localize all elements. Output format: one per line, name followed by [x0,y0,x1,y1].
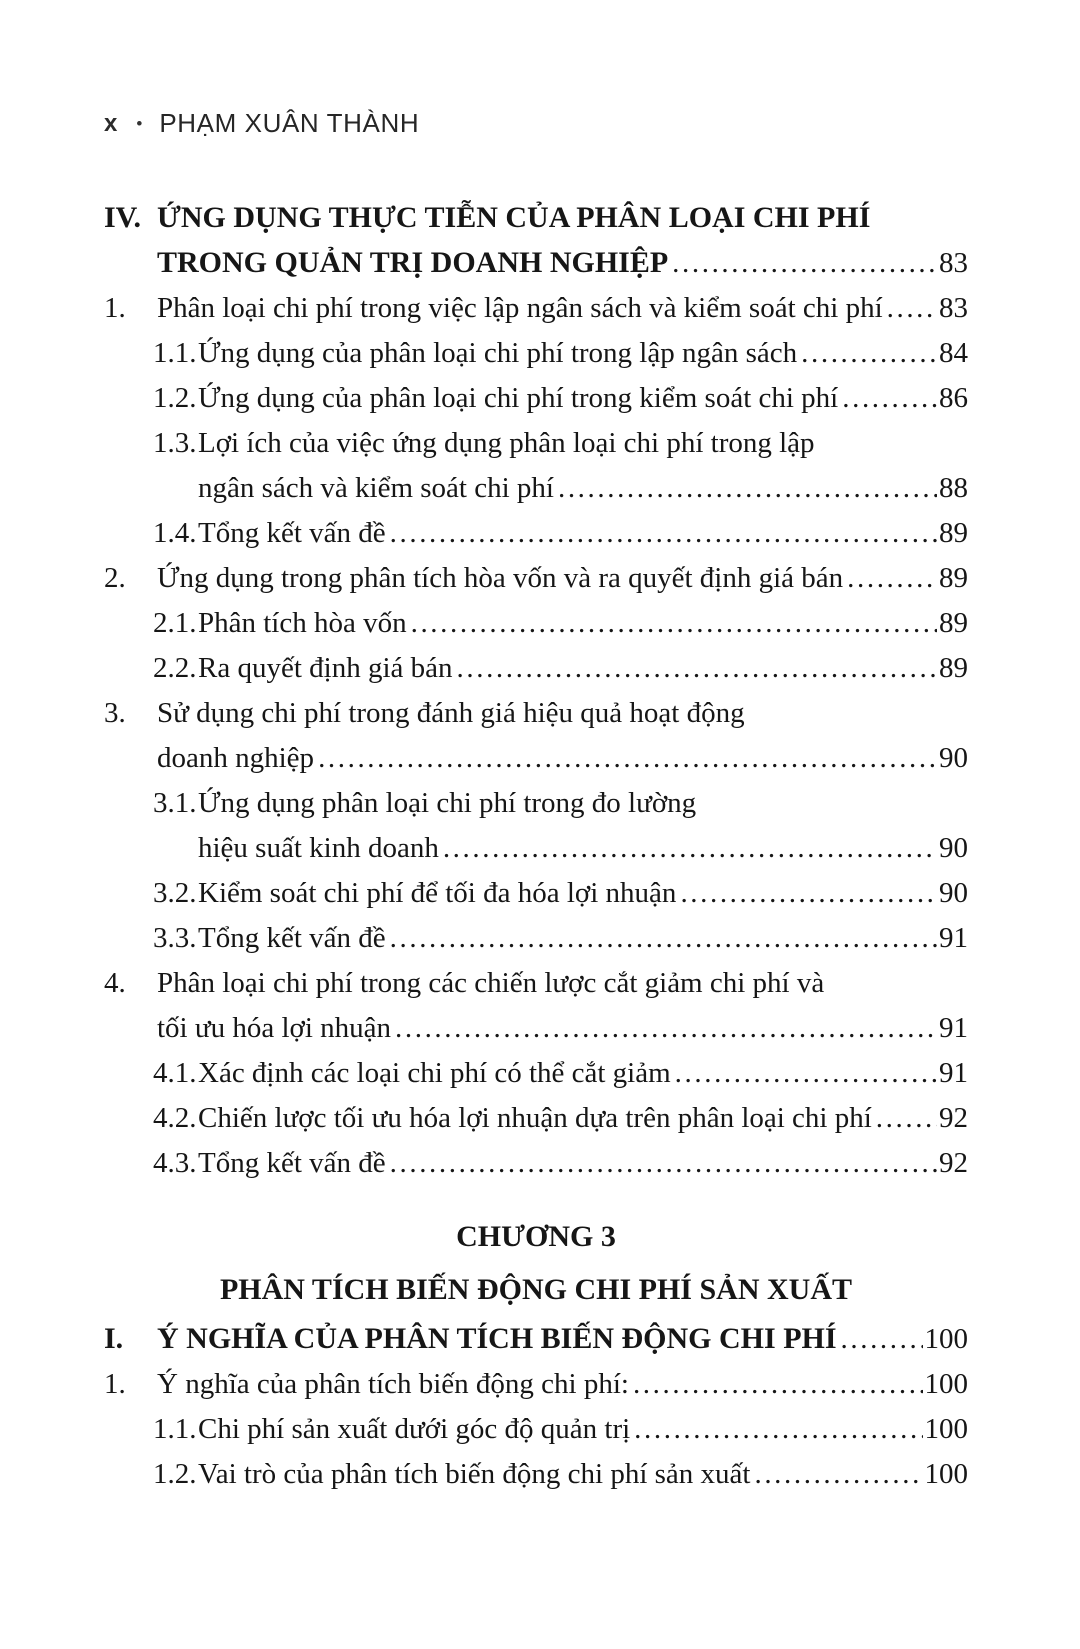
toc-entry-body [198,1096,968,1141]
toc-entry-title: Ứng dụng phân loại chi phí trong đo lường [198,787,697,819]
toc-entry-number: 2.2. [153,652,197,684]
dot-leader [390,511,937,556]
toc-entry-body [198,781,968,871]
toc-entry-body [198,1452,968,1497]
toc-entry-number: 2. [104,562,126,594]
toc-entry-title: Tổng kết vấn đề [198,517,386,549]
toc-entry-line [157,1362,968,1407]
toc-entry-page-number: 89 [939,517,968,549]
toc-entry-page-number: 84 [939,337,968,369]
toc-entry-number: 3.2. [153,877,197,909]
toc-entry-title: Phân loại chi phí trong các chiến lược cắt giảm chi phí và [157,967,825,999]
toc-entry-line [157,691,968,736]
toc-entry-title: tối ưu hóa lợi nhuận [157,1012,392,1044]
toc-entry [104,421,968,511]
toc-entry-number: 1.4. [153,517,197,549]
toc-entry-line [198,466,968,511]
dot-leader [443,826,937,871]
toc-entry-number: 2.1. [153,607,197,639]
dot-leader [887,286,937,331]
toc-entry-line [198,1407,968,1452]
toc-entry-number: 4.1. [153,1057,197,1089]
toc-entry-title: hiệu suất kinh doanh [198,832,439,864]
dot-leader [411,601,937,646]
toc-entry-page-number: 100 [924,1413,968,1445]
toc-entry-page-number: 86 [939,382,968,414]
toc-section-i [104,1316,968,1497]
toc-entry-number: 4. [104,967,126,999]
toc-entry-line [198,376,968,421]
toc-entry-title: Vai trò của phân tích biến động chi phí sản xuất [198,1458,751,1490]
toc-entry [104,1096,968,1141]
toc-entry-line [198,1051,968,1096]
toc-entry [104,1051,968,1096]
toc-entry-body [198,511,968,556]
toc-entry-title: Ứng dụng của phân loại chi phí trong lập ngân sách [198,337,798,369]
chapter-heading [104,1210,968,1316]
toc-entry [104,286,968,331]
dot-leader [390,916,937,961]
toc-entry [104,646,968,691]
toc-entry-line [198,916,968,961]
toc-entry-number: 1.3. [153,427,197,459]
toc-entry-title: Xác định các loại chi phí có thể cắt giảm [198,1057,671,1089]
dot-leader [680,871,937,916]
toc-entry-number: 1. [104,292,126,324]
toc-entry-body [157,1362,968,1407]
toc-entry-body [157,961,968,1051]
toc-entry-number: 1.2. [153,382,197,414]
author-name: PHẠM XUÂN THÀNH [159,108,420,138]
dot-leader [801,331,937,376]
toc-entry-number: 4.2. [153,1102,197,1134]
toc-entry-title: Phân loại chi phí trong việc lập ngân sách và kiểm soát chi phí [157,292,883,324]
dot-leader [672,241,937,286]
chapter-title: PHÂN TÍCH BIẾN ĐỘNG CHI PHÍ SẢN XUẤT [219,1273,853,1306]
toc-entry [104,1316,968,1362]
dot-leader [390,1141,937,1186]
running-header [104,108,419,139]
dot-leader [457,646,937,691]
toc-entry-line [198,601,968,646]
dot-leader [754,1452,922,1497]
toc-entry-page-number: 89 [939,652,968,684]
toc-entry-title: Ứng dụng trong phân tích hòa vốn và ra quyết định giá bán [157,562,844,594]
toc-entry-title: doanh nghiệp [157,742,315,774]
toc-entry-line [157,556,968,601]
toc-entry-line [157,286,968,331]
toc-entry [104,1362,968,1407]
toc-entry-page-number: 92 [939,1147,968,1179]
toc-entry-number: 3.3. [153,922,197,954]
toc-entry-page-number: 90 [939,832,968,864]
toc-entry-title: Lợi ích của việc ứng dụng phân loại chi phí trong lập [198,427,815,459]
dot-leader [395,1006,937,1051]
toc-entry-page-number: 89 [939,607,968,639]
toc-entry-body [198,1051,968,1096]
toc-entry-body [157,691,968,781]
toc-entry-line [198,1452,968,1497]
dot-leader [634,1407,922,1452]
toc-entry-page-number: 91 [939,1057,968,1089]
toc-entry-page-number: 89 [939,562,968,594]
dot-leader [847,556,937,601]
toc-entry [104,871,968,916]
toc-entry-line [198,1096,968,1141]
toc-entry [104,916,968,961]
toc-entry [104,691,968,781]
toc-entry-title: Kiểm soát chi phí để tối đa hóa lợi nhuận [198,877,677,909]
toc-entry-title: Tổng kết vấn đề [198,1147,386,1179]
toc-entry-title: Chi phí sản xuất dưới góc độ quản trị [198,1413,631,1445]
toc-entry-title: Chiến lược tối ưu hóa lợi nhuận dựa trên phân loại chi phí [198,1102,872,1134]
toc-entry-body [198,871,968,916]
toc-entry-page-number: 100 [924,1368,968,1400]
toc-entry-body [157,195,968,286]
chapter-label: CHƯƠNG 3 [456,1220,616,1253]
toc-entry-title: Tổng kết vấn đề [198,922,386,954]
toc-entry-body [198,331,968,376]
toc-entry [104,1141,968,1186]
toc-entry-line [157,195,968,240]
toc-entry-body [198,916,968,961]
toc-entry-number: 3.1. [153,787,197,819]
toc-entry-body [198,376,968,421]
toc-entry-body [198,646,968,691]
toc-entry-line [198,871,968,916]
toc-entry-body [198,1407,968,1452]
toc-entry-number: 1.2. [153,1458,197,1490]
toc-section-iv [104,195,968,1186]
toc-entry [104,511,968,556]
toc-entry-title: Sử dụng chi phí trong đánh giá hiệu quả hoạt động [157,697,745,729]
toc-entry-title: ngân sách và kiểm soát chi phí [198,472,554,504]
toc-entry-title: Ứng dụng của phân loại chi phí trong kiểm soát chi phí [198,382,839,414]
toc-entry-title: Ra quyết định giá bán [198,652,453,684]
toc-entry-line [198,781,968,826]
toc-entry-title: TRONG QUẢN TRỊ DOANH NGHIỆP [157,246,669,279]
toc-entry-number: 1.1. [153,337,197,369]
toc-entry-body [157,556,968,601]
toc-entry-line [198,826,968,871]
toc-entry-page-number: 100 [924,1458,968,1490]
toc-entry [104,376,968,421]
page-number-roman: x [104,109,118,137]
toc-entry-number: I. [104,1322,124,1355]
toc-entry-line [157,1006,968,1051]
toc-entry [104,1452,968,1497]
toc-entry-page-number: 90 [939,742,968,774]
toc-entry-body [157,286,968,331]
dot-leader [675,1051,937,1096]
table-of-contents [104,195,968,1497]
toc-entry-page-number: 91 [939,922,968,954]
toc-entry-line [198,421,968,466]
separator-dot-icon: • [136,113,143,133]
toc-entry-line [198,646,968,691]
toc-entry-line [198,511,968,556]
toc-entry-title: Ý nghĩa của phân tích biến động chi phí: [157,1368,629,1400]
toc-entry-line [157,736,968,781]
toc-entry-page-number: 83 [939,292,968,324]
dot-leader [876,1096,937,1141]
dot-leader [841,1317,923,1362]
toc-entry-body [198,421,968,511]
toc-entry-number: IV. [104,201,141,234]
toc-entry-body [157,1316,968,1362]
toc-entry-page-number: 88 [939,472,968,504]
toc-entry-title: Phân tích hòa vốn [198,607,407,639]
toc-entry [104,556,968,601]
toc-entry-title: Ý NGHĨA CỦA PHÂN TÍCH BIẾN ĐỘNG CHI PHÍ [157,1322,837,1355]
toc-entry-page-number: 90 [939,877,968,909]
toc-entry-body [198,601,968,646]
toc-entry-number: 1.1. [153,1413,197,1445]
toc-entry-page-number: 91 [939,1012,968,1044]
toc-entry-line [198,1141,968,1186]
toc-entry [104,961,968,1051]
dot-leader [318,736,937,781]
dot-leader [842,376,937,421]
toc-entry-title: ỨNG DỤNG THỰC TIỄN CỦA PHÂN LOẠI CHI PHÍ [157,201,871,234]
toc-entry-page-number: 92 [939,1102,968,1134]
toc-entry-number: 1. [104,1368,126,1400]
toc-entry [104,195,968,286]
toc-entry [104,601,968,646]
toc-entry-page-number: 83 [939,247,968,279]
toc-entry-line [198,331,968,376]
toc-entry-line [157,1316,968,1362]
toc-entry-body [198,1141,968,1186]
toc-entry [104,1407,968,1452]
dot-leader [558,466,937,511]
toc-entry-number: 3. [104,697,126,729]
toc-entry-line [157,961,968,1006]
toc-entry-number: 4.3. [153,1147,197,1179]
toc-entry-line [157,240,968,286]
toc-entry-page-number: 100 [924,1323,968,1355]
toc-entry [104,781,968,871]
dot-leader [633,1362,923,1407]
toc-entry [104,331,968,376]
